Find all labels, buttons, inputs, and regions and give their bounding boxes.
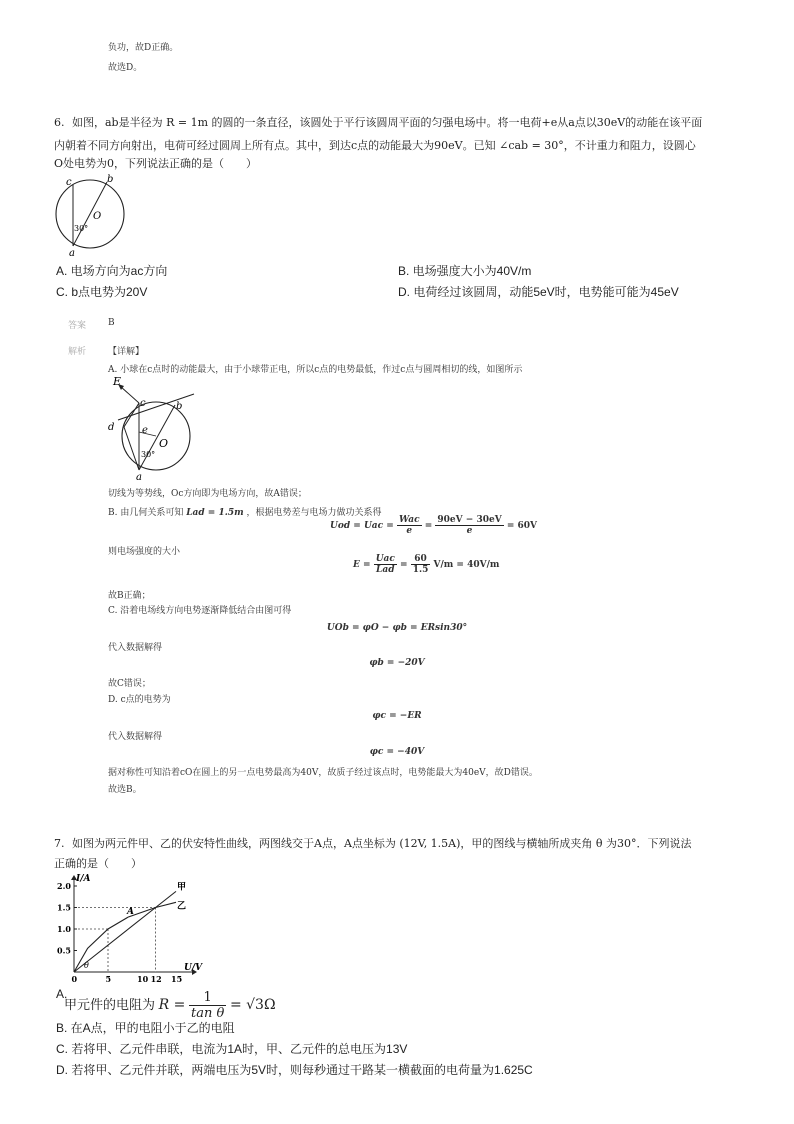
q6-eq3: UOb = φO − φb = ERsin30°	[326, 623, 468, 633]
q6f2-e-vector	[120, 386, 139, 403]
q7-x-tick-4: 15	[171, 974, 183, 982]
q6-eq2	[353, 554, 499, 575]
q6-eq1-frac1-den: e	[406, 526, 413, 536]
q6-line-field: 则电场强度的大小	[108, 547, 181, 557]
q7-option-a-math-post: = √3Ω	[229, 996, 276, 1013]
q6-eq1-result: = 60V	[506, 521, 538, 531]
q6-analysis-figure	[104, 372, 214, 482]
q7-option-a-frac	[189, 990, 226, 1021]
q7-series-line-0	[74, 891, 176, 972]
q6-line-choose: 故选B。	[108, 785, 142, 795]
q6-line-b-correct: 故B正确；	[108, 591, 151, 601]
q7-x-tick-0: 0	[71, 974, 78, 982]
q7-x-tick-1: 5	[105, 974, 112, 982]
q6f2-label-angle: 30°	[141, 450, 156, 459]
q7-theta-label: θ	[84, 961, 89, 970]
q6-eq5: φc = −ER	[372, 711, 422, 721]
q7-series	[74, 881, 186, 972]
q7-iv-chart	[54, 872, 214, 982]
q7-x-tick-2: 10	[137, 974, 149, 982]
q6-eq2-frac2-num: 60	[411, 554, 431, 565]
q6-eq2-eq: =	[400, 560, 408, 570]
q6-eq1	[330, 515, 537, 536]
q6f2-line-ad	[124, 427, 139, 470]
q6-line-ab	[73, 182, 107, 246]
q6-stem-line1: 如图，ab是半径为 R = 1m 的圆的一条直径，该圆处于平行该圆周平面的匀强电场中。将一电荷+e从a点以30eV的动能在该平面	[72, 116, 703, 129]
q6-eq1-frac1-num: Wac	[398, 515, 420, 525]
q6-analysis-a: A. 小球在c点时的动能最大，由于小球带正电，所以c点的电势最低，作过c点与圆周相切的线，如图所示	[108, 365, 523, 375]
q6-stem-line3: O处电势为0，下列说法正确的是（ ）	[54, 157, 258, 170]
q6f2-label-a: a	[136, 472, 142, 482]
q6-eq1-frac2	[435, 515, 503, 536]
q7-option-a-frac-den: tan θ	[191, 1006, 225, 1021]
q6-line-tangent: 切线为等势线，Oc方向即为电场方向，故A错误；	[108, 489, 307, 499]
q6f2-label-o: O	[159, 437, 169, 450]
q6-eq1-frac1	[397, 515, 422, 536]
q7-xlabel: U/V	[184, 963, 203, 973]
q7-y-tick-3: 2.0	[57, 881, 71, 891]
q6-c-text: C. 沿着电场线方向电势逐渐降低结合由图可得	[108, 606, 292, 616]
q7-option-a-math-pre: R =	[158, 996, 186, 1013]
q6f2-label-c: c	[140, 398, 146, 409]
q6-number: 6.	[54, 116, 65, 129]
q6-label-angle: 30°	[74, 224, 89, 233]
q6-eq2-frac2-den: 1.5	[412, 565, 429, 575]
q6-option-b: B. 电场强度大小为40V/m	[398, 264, 532, 278]
q6-analysis-head: 【详解】	[108, 347, 145, 357]
q6f2-line-dc	[124, 403, 139, 427]
q6-b-text-post: ，根据电势差与电场力做功关系得	[246, 508, 382, 518]
q6-d-text: D. c点的电势为	[108, 695, 171, 705]
q7-point-a-label: A	[127, 907, 134, 917]
prev-tail-line2: 故选D。	[108, 63, 143, 73]
q6-eq4: φb = −20V	[369, 658, 425, 668]
q6-eq2-frac1-den: Lad	[376, 565, 395, 575]
q6-analysis-label: 解析	[68, 346, 87, 356]
q6-label-a: a	[69, 248, 75, 258]
q6-eq2-result: V/m = 40V/m	[433, 560, 500, 570]
q6-circle-figure	[52, 172, 132, 258]
q6-eq1-frac2-num: 90eV − 30eV	[437, 515, 502, 525]
q7-series-line-1	[74, 902, 176, 972]
q7-option-b: B. 在A点，甲的电阻小于乙的电阻	[56, 1021, 235, 1035]
q6f2-label-b: b	[176, 401, 183, 412]
q6-label-o: O	[93, 211, 102, 222]
q7-series-label-1: 乙	[177, 901, 187, 912]
q6-line-sub2: 代入数据解得	[108, 732, 163, 742]
q7-option-a	[64, 990, 276, 1021]
q7-option-c: C. 若将甲、乙元件串联，电流为1A时，甲、乙元件的总电压为13V	[56, 1042, 408, 1056]
q6-answer-value: B	[108, 318, 115, 328]
q7-option-a-frac-num: 1	[189, 990, 226, 1006]
q7-y-tick-0: 0.5	[57, 945, 71, 956]
q6-option-d: D. 电荷经过该圆周，动能5eV时，电势能可能为45eV	[398, 285, 679, 299]
q6-option-c: C. b点电势为20V	[56, 285, 148, 299]
q6-eq2-frac1-num: Uac	[375, 554, 395, 564]
q7-y-tick-2: 1.5	[57, 902, 71, 913]
q6-line-sub1: 代入数据解得	[108, 643, 163, 653]
q6-eq1-eq: =	[424, 521, 433, 531]
q6f2-tangent	[118, 394, 194, 420]
q6-line-d-reason: 据对称性可知沿着cO在圆上的另一点电势最高为40V，故质子经过该点时，电势能最大为40eV，故D错误。	[108, 768, 538, 778]
q6f2-label-e: e	[142, 425, 148, 436]
q7-stem-line1: 如图为两元件甲、乙的伏安特性曲线，两图线交于A点，A点坐标为 (12V, 1.5A)，甲的图线与横轴所成夹角 θ 为30°．下列说法	[72, 837, 692, 850]
q6-answer-label: 答案	[68, 320, 87, 330]
q7-y-tick-1: 1.0	[57, 924, 71, 934]
q7-stem-line2: 正确的是（ ）	[54, 857, 142, 870]
q7-ticks	[57, 881, 182, 982]
q7-x-tick-3: 12	[150, 974, 162, 982]
q6-option-a: A. 电场方向为ac方向	[56, 264, 168, 278]
q6-label-c: c	[66, 177, 72, 188]
q7-series-label-0: 甲	[177, 882, 187, 893]
q6f2-label-d: d	[108, 422, 115, 433]
q7-number: 7.	[54, 837, 65, 850]
prev-tail-line1: 负功，故D正确。	[108, 43, 179, 53]
q6-stem-line2: 内朝着不同方向射出，电荷可经过圆周上所有点。其中，到达c点的动能最大为90eV。已知 ∠cab = 30°，不计重力和阻力，设圆心	[54, 139, 696, 152]
q6f2-label-e-field: E	[113, 375, 122, 388]
q6-line-c-wrong: 故C错误；	[108, 679, 151, 689]
q6f2-line-ab	[139, 405, 175, 470]
q6-eq6: φc = −40V	[369, 747, 425, 757]
q6-eq2-frac1	[374, 554, 397, 575]
q6-eq1-left: Uod = Uac =	[330, 521, 394, 531]
q6-b-text-pre: B. 由几何关系可知	[108, 508, 184, 518]
q6-eq2-frac2	[411, 554, 431, 575]
q7-option-d: D. 若将甲、乙元件并联，两端电压为5V时，则每秒通过干路某一横截面的电荷量为1.625C	[56, 1063, 533, 1077]
q6-b-text-math: Lad = 1.5m	[186, 508, 244, 518]
q7-option-a-prefix: A.	[56, 987, 68, 1001]
q7-option-a-text: 甲元件的电阻为	[64, 996, 156, 1012]
q7-ylabel: I/A	[76, 874, 91, 884]
q6-eq2-left: E =	[353, 560, 371, 570]
q6-label-b: b	[107, 174, 114, 185]
q6-eq1-frac2-den: e	[466, 526, 473, 536]
